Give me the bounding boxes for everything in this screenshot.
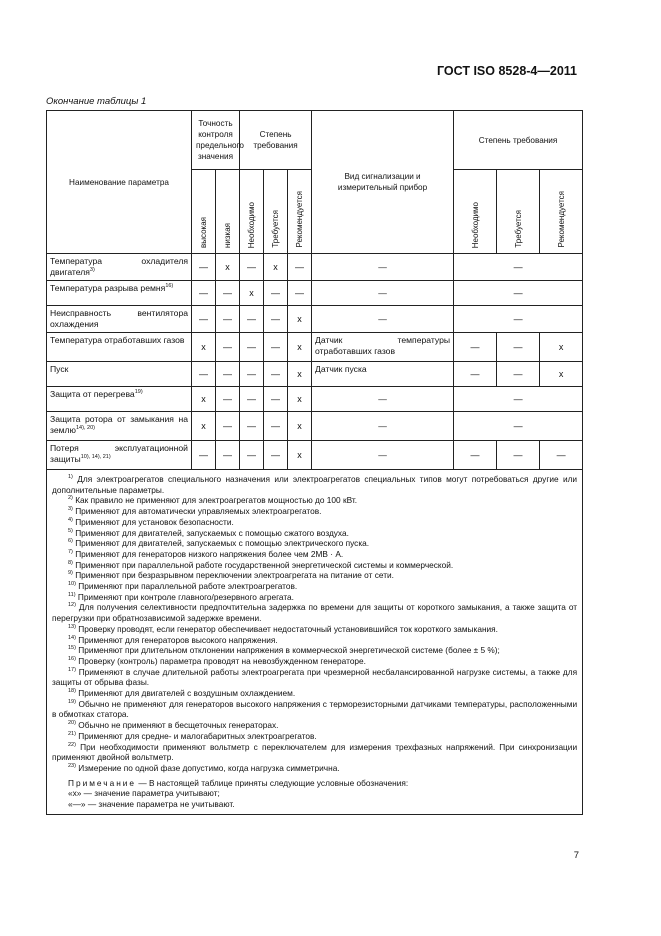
device-cell: Датчик пуска bbox=[312, 362, 454, 387]
footnote-number: 11) bbox=[68, 591, 76, 598]
parameter-name-cell bbox=[47, 362, 192, 387]
footnote bbox=[52, 528, 577, 539]
footnote-text: Для получения селективности предпочтительна задержка по времени для защиты от короткого замыкания, а также защита от перегрузки при обратнозависимой задержке времени. bbox=[52, 602, 578, 624]
mark-cell: х bbox=[288, 387, 312, 412]
footnote-text: Для электроагрегатов специального назначения или электроагрегатов специальных типов могут потребоваться другие или дополнительные параметры. bbox=[52, 474, 578, 495]
table-row bbox=[47, 254, 583, 281]
mark-cell: — bbox=[240, 362, 264, 387]
document-header: ГОСТ ISO 8528-4—2011 bbox=[436, 64, 577, 78]
footnote bbox=[52, 763, 577, 774]
footnote-number: 14) bbox=[68, 634, 76, 641]
device-degree-cell: — bbox=[454, 333, 497, 362]
footnote-number: 13) bbox=[68, 624, 76, 631]
footnote-text: Применяют для двигателей, запускаемых с помощью сжатого воздуха. bbox=[75, 527, 349, 538]
footnote-text: Применяют при безразрывном переключении электроагрегата на питание от сети. bbox=[75, 570, 394, 581]
footnote bbox=[52, 560, 577, 571]
mark-cell: — bbox=[240, 333, 264, 362]
footnote bbox=[52, 592, 577, 603]
parameter-name: Температура охладителя двигателя bbox=[50, 256, 188, 277]
footnote-number: 12) bbox=[68, 602, 76, 609]
header-high-label: высокая bbox=[199, 217, 208, 248]
parameter-name: Пуск bbox=[50, 364, 69, 374]
footnote bbox=[52, 474, 577, 495]
device-cell: — bbox=[312, 306, 454, 333]
table-row bbox=[47, 333, 583, 362]
header-recommended-right-label: Рекомендуется bbox=[556, 191, 566, 248]
mark-cell: — bbox=[240, 254, 264, 281]
header-necessary-label: Необходимо bbox=[247, 201, 257, 248]
mark-cell: х bbox=[288, 333, 312, 362]
footnote-text: Применяют при контроле главного/резервного агрегата. bbox=[77, 591, 294, 602]
mark-cell: — bbox=[264, 281, 288, 306]
footnote bbox=[52, 667, 577, 688]
device-cell: — bbox=[312, 254, 454, 281]
header-recommended bbox=[288, 170, 312, 254]
mark-cell: — bbox=[216, 441, 240, 470]
footnote-ref: 3) bbox=[89, 267, 95, 274]
footnotes-list bbox=[52, 474, 577, 774]
footnote-text: При необходимости применяют вольтметр с переключателем для измерения трехфазных напряжений. При синхронизации применяют двойной вольтметр. bbox=[52, 741, 578, 763]
parameter-name-cell bbox=[47, 412, 192, 441]
device-degree-cell: — bbox=[497, 362, 540, 387]
parameter-name: Температура отработавших газов bbox=[50, 335, 185, 345]
header-required-label: Требуется bbox=[271, 210, 281, 248]
mark-cell: — bbox=[216, 333, 240, 362]
footnote bbox=[52, 720, 577, 731]
footnote bbox=[52, 742, 577, 763]
footnote-text: Проверку (контроль) параметра проводят на невозбужденном генераторе. bbox=[78, 655, 366, 666]
footnote bbox=[52, 549, 577, 560]
mark-cell: — bbox=[192, 281, 216, 306]
parameter-name-cell bbox=[47, 441, 192, 470]
mark-cell: — bbox=[288, 254, 312, 281]
parameter-name: Защита ротора от замыкания на землю bbox=[50, 414, 188, 435]
device-degree-cell: — bbox=[454, 254, 583, 281]
mark-cell: х bbox=[264, 254, 288, 281]
footnote-text: Измерение по одной фазе допустимо, когда нагрузка симметрична. bbox=[78, 762, 340, 773]
footnote-number: 22) bbox=[68, 741, 76, 748]
mark-cell: — bbox=[264, 412, 288, 441]
mark-cell: — bbox=[192, 441, 216, 470]
footnote-ref: 10), 14), 21) bbox=[80, 454, 111, 461]
footnote bbox=[52, 688, 577, 699]
footnote-text: Как правило не применяют для электроагрегатов мощностью до 100 кВт. bbox=[75, 495, 358, 506]
footnote-text: Проверку проводят, если генератор обеспечивает недостаточный установившийся ток короткого замыкания. bbox=[78, 623, 498, 634]
table-row bbox=[47, 441, 583, 470]
mark-cell: — bbox=[240, 441, 264, 470]
table-row bbox=[47, 281, 583, 306]
footnote-number: 20) bbox=[68, 720, 76, 727]
footnote-number: 8) bbox=[68, 559, 73, 566]
device-degree-cell: — bbox=[454, 412, 583, 441]
header-recommended-right bbox=[540, 170, 583, 254]
device-degree-cell: х bbox=[540, 362, 583, 387]
legend-dash: «—» — значение параметра не учитывают. bbox=[68, 799, 235, 810]
table-notes bbox=[47, 470, 583, 815]
footnote bbox=[52, 570, 577, 581]
footnote-text: Применяют при параллельной работе государственной энергетической системы и коммерческой. bbox=[75, 559, 454, 570]
device-degree-cell: — bbox=[454, 362, 497, 387]
header-recommended-label: Рекомендуется bbox=[295, 191, 305, 248]
device-degree-cell: — bbox=[454, 441, 497, 470]
device-degree-cell: — bbox=[454, 281, 583, 306]
footnote-number: 17) bbox=[68, 666, 76, 673]
footnote bbox=[52, 517, 577, 528]
header-signal-device: Вид сигнализации и измерительный прибор bbox=[312, 111, 454, 254]
mark-cell: — bbox=[240, 387, 264, 412]
device-degree-cell: х bbox=[540, 333, 583, 362]
footnote bbox=[52, 635, 577, 646]
footnote-number: 10) bbox=[68, 581, 76, 588]
mark-cell: х bbox=[288, 441, 312, 470]
footnote bbox=[52, 645, 577, 656]
mark-cell: — bbox=[288, 281, 312, 306]
footnote-number: 16) bbox=[68, 656, 76, 663]
footnote-number: 7) bbox=[68, 549, 73, 556]
footnote-number: 21) bbox=[68, 731, 76, 738]
device-degree-cell: — bbox=[454, 306, 583, 333]
header-high bbox=[192, 170, 216, 254]
footnote-number: 19) bbox=[68, 699, 76, 705]
header-parameter-name: Наименование параметра bbox=[47, 111, 192, 254]
device-cell: — bbox=[312, 387, 454, 412]
footnote-number: 18) bbox=[68, 688, 76, 695]
mark-cell: х bbox=[192, 412, 216, 441]
footnote-number: 3) bbox=[68, 506, 73, 513]
footnote-number: 2) bbox=[68, 495, 73, 502]
footnote-text: Применяют для двигателей, запускаемых с помощью электрического пуска. bbox=[75, 538, 370, 549]
footnote bbox=[52, 624, 577, 635]
parameters-table bbox=[46, 110, 583, 815]
footnote-text: Применяют при длительном отклонении напряжения в коммерческой энергетической системе (более ± 5 %); bbox=[78, 645, 500, 656]
mark-cell: — bbox=[264, 333, 288, 362]
device-cell: — bbox=[312, 281, 454, 306]
header-degree-right: Степень требования bbox=[454, 111, 583, 170]
header-necessary bbox=[240, 170, 264, 254]
footnote bbox=[52, 506, 577, 517]
footnote bbox=[52, 656, 577, 667]
table-row bbox=[47, 306, 583, 333]
header-accuracy: Точность контроля предельного значения bbox=[192, 111, 240, 170]
mark-cell: — bbox=[264, 387, 288, 412]
mark-cell: — bbox=[216, 362, 240, 387]
header-required-right-label: Требуется bbox=[513, 210, 523, 248]
device-cell: — bbox=[312, 412, 454, 441]
footnote-ref: 19) bbox=[134, 389, 143, 396]
mark-cell: х bbox=[192, 387, 216, 412]
device-cell: — bbox=[312, 441, 454, 470]
legend-title-rest: — В настоящей таблице приняты следующие условные обозначения: bbox=[136, 777, 409, 788]
mark-cell: — bbox=[192, 254, 216, 281]
device-degree-cell: — bbox=[540, 441, 583, 470]
footnote bbox=[52, 731, 577, 742]
parameter-name-cell bbox=[47, 333, 192, 362]
device-cell: Датчик температуры отработавших газов bbox=[312, 333, 454, 362]
footnote bbox=[52, 495, 577, 506]
table-caption: Окончание таблицы 1 bbox=[46, 96, 147, 107]
footnote-text: Обычно не применяют для генераторов высокого напряжения с терморезисторными датчиками температуры, расположенными в обмотках статора. bbox=[52, 698, 578, 720]
legend-x: «х» — значение параметра учитывают; bbox=[68, 788, 220, 799]
device-degree-cell: — bbox=[497, 441, 540, 470]
footnote-number: 9) bbox=[68, 570, 73, 577]
header-low-label: низкая bbox=[223, 222, 232, 248]
footnote-text: Применяют для генераторов низкого напряжения более чем 2МВ · А. bbox=[75, 548, 344, 559]
footnote-text: Применяют в случае длительной работы электроагрегата при чрезмерной несбалансированной нагрузке системы, а также для защиты от обрыва фазы. bbox=[52, 666, 578, 688]
footnote-text: Применяют для средне- и малогабаритных электроагрегатов. bbox=[78, 730, 317, 741]
footnote-number: 4) bbox=[68, 517, 73, 524]
footnote-text: Обычно не применяют в бесщеточных генераторах. bbox=[78, 720, 279, 731]
page-number: 7 bbox=[573, 850, 579, 861]
footnote-ref: 16) bbox=[165, 283, 174, 290]
table-head bbox=[47, 111, 583, 254]
device-degree-cell: — bbox=[454, 387, 583, 412]
footnote-number: 5) bbox=[68, 527, 73, 534]
footnote-text: Применяют для генераторов высокого напряжения. bbox=[78, 634, 278, 645]
mark-cell: — bbox=[216, 281, 240, 306]
parameter-name: Защита от перегрева bbox=[50, 389, 135, 399]
footnote-text: Применяют для автоматически управляемых электроагрегатов. bbox=[75, 506, 322, 517]
mark-cell: — bbox=[216, 306, 240, 333]
footnote-number: 6) bbox=[68, 538, 73, 545]
footnotes-cell bbox=[47, 470, 583, 815]
mark-cell: — bbox=[192, 362, 216, 387]
parameter-name-cell bbox=[47, 281, 192, 306]
mark-cell: — bbox=[240, 306, 264, 333]
footnote-number: 23) bbox=[68, 763, 76, 770]
mark-cell: — bbox=[192, 306, 216, 333]
parameter-name: Неисправность вентилятора охлаждения bbox=[50, 308, 188, 329]
mark-cell: — bbox=[216, 387, 240, 412]
legend-title bbox=[52, 778, 577, 789]
footnote-number: 1) bbox=[68, 474, 73, 481]
footnote bbox=[52, 699, 577, 720]
parameter-name-cell bbox=[47, 387, 192, 412]
header-required bbox=[264, 170, 288, 254]
mark-cell: х bbox=[288, 306, 312, 333]
table-body bbox=[47, 254, 583, 470]
header-low bbox=[216, 170, 240, 254]
mark-cell: х bbox=[192, 333, 216, 362]
table-row bbox=[47, 387, 583, 412]
header-required-right bbox=[497, 170, 540, 254]
footnote-number: 15) bbox=[68, 645, 76, 652]
parameter-name-cell bbox=[47, 254, 192, 281]
mark-cell: х bbox=[288, 362, 312, 387]
footnote bbox=[52, 602, 577, 623]
header-necessary-right bbox=[454, 170, 497, 254]
mark-cell: х bbox=[216, 254, 240, 281]
parameter-name: Температура разрыва ремня bbox=[50, 283, 166, 293]
footnote-ref: 14), 20) bbox=[76, 425, 95, 432]
parameter-name: Потеря эксплуатационной защиты bbox=[50, 443, 188, 464]
footnote bbox=[52, 538, 577, 549]
footnote-text: Применяют для установок безопасности. bbox=[75, 516, 234, 527]
mark-cell: — bbox=[240, 412, 264, 441]
footnote-text: Применяют при параллельной работе электроагрегатов. bbox=[78, 581, 298, 592]
mark-cell: — bbox=[216, 412, 240, 441]
legend-title-word: Примечание bbox=[68, 777, 137, 788]
header-degree: Степень требования bbox=[240, 111, 312, 170]
footnote bbox=[52, 581, 577, 592]
mark-cell: — bbox=[264, 362, 288, 387]
mark-cell: х bbox=[240, 281, 264, 306]
footnote-text: Применяют для двигателей с воздушным охлаждением. bbox=[78, 688, 296, 699]
device-degree-cell: — bbox=[497, 333, 540, 362]
mark-cell: — bbox=[264, 306, 288, 333]
mark-cell: — bbox=[264, 441, 288, 470]
parameter-name-cell bbox=[47, 306, 192, 333]
header-necessary-right-label: Необходимо bbox=[470, 201, 480, 248]
table-row bbox=[47, 412, 583, 441]
table-row bbox=[47, 362, 583, 387]
mark-cell: х bbox=[288, 412, 312, 441]
